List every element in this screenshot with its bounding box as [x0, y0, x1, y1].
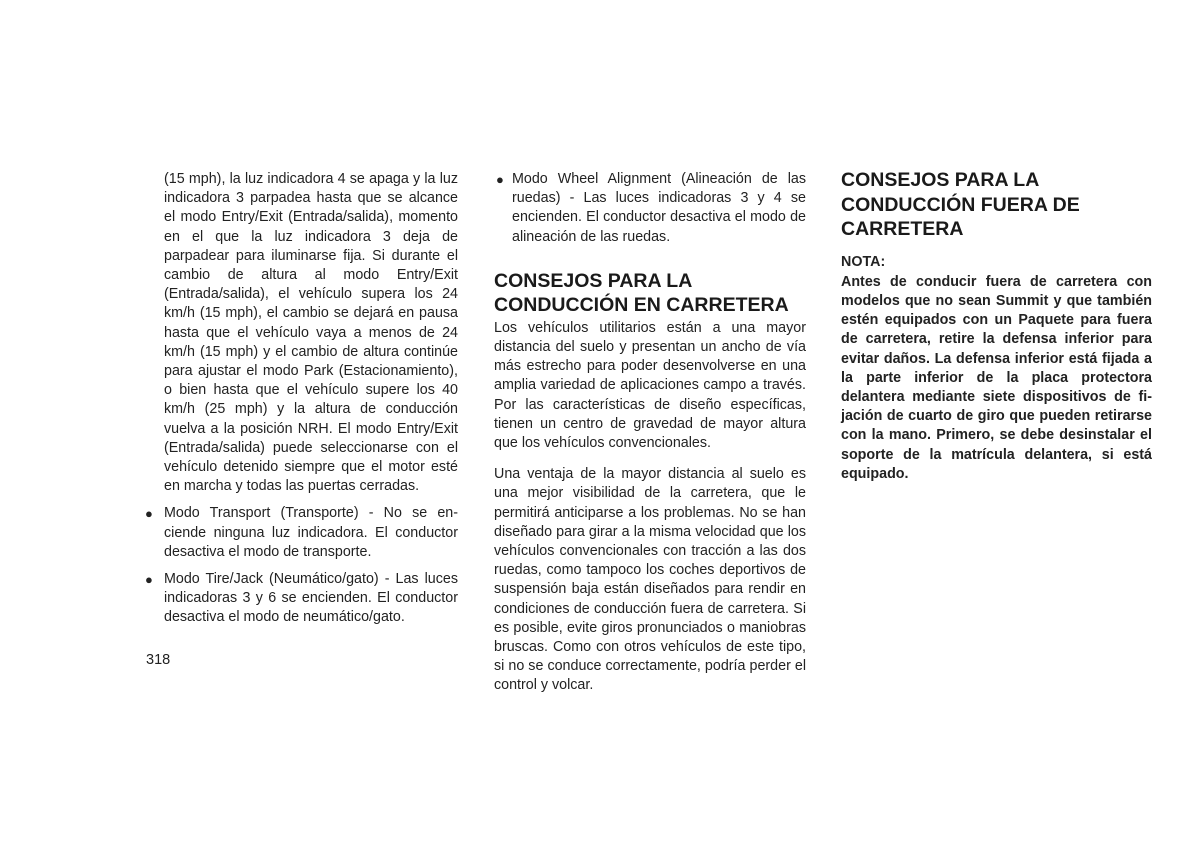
note-label: NOTA:	[841, 253, 886, 270]
bullet-icon: ●	[496, 172, 504, 187]
list-item-text: Modo Tire/Jack (Neumático/gato) - Las luces indicadoras 3 y 6 se encienden. El conductor desactiva el modo de neumático/gato.	[164, 571, 458, 626]
note-text: Antes de conducir fuera de carretera con modelos que no sean Summit y que también estén equipados con un Paquete para fuera de carretera, retire la defensa inferior para evitar daños. La defensa inferior está fijada a la parte inferior de la placa protectora delantera mediante siete dispositivos de fijación de cuarto de giro que pueden retirarse con la mano. Primero, se debe desinstalar el soporte de la matrícula delantera, si está equipado.	[841, 273, 1152, 482]
list-item-text: Modo Wheel Alignment (Alineación de las ruedas) - Las luces indicadoras 3 y 4 se encienden. El conductor desactiva el modo de alineación de las ruedas.	[512, 171, 806, 245]
body-paragraph: Una ventaja de la mayor distancia al suelo es una mejor visibilidad de la carretera, que le permitirá anticiparse a los problemas. No se han diseñado para girar a la misma velocidad que los vehículos convencionales con tracción a las dos ruedas, como tampoco los coches deportivos de suspensión baja están diseñados para rendir en condiciones de conducción fuera de carretera. Si es posible, evite giros pronunciados o maniobras bruscas. Como con otros vehículos de este tipo, si no se conduce correctamente, podría perder el control y volcar.	[494, 466, 806, 694]
column-middle	[494, 170, 806, 696]
bullet-list	[145, 504, 458, 627]
section-heading-road-driving: CONSEJOS PARA LA CONDUCCIÓN EN CARRETERA	[494, 269, 789, 317]
column-left	[145, 170, 458, 628]
column-right	[841, 168, 1152, 484]
list-item-text: Modo Transport (Transporte) - No se enciende ninguna luz indicadora. El conductor desactiva el modo de transporte.	[164, 505, 458, 560]
section-heading-offroad-driving: CONSEJOS PARA LA CONDUCCIÓN FUERA DE CARRETERA	[841, 169, 1080, 240]
list-item	[145, 570, 458, 628]
bullet-list	[494, 170, 806, 247]
body-paragraph: Los vehículos utilitarios están a una mayor distancia del suelo y presentan un ancho de vía más estrecho para poder desenvolverse en una amplia variedad de aplicaciones campo a través. Por las características de diseño específicas, tienen un centro de gravedad de mayor altura que los vehículos convencionales.	[494, 319, 806, 452]
list-item	[145, 504, 458, 562]
bullet-icon: ●	[145, 506, 153, 522]
list-item	[494, 170, 806, 247]
bullet-icon: ●	[145, 572, 153, 588]
body-paragraph: (15 mph), la luz indicadora 4 se apaga y la luz indicadora 3 parpadea hasta que se alcance el modo Entry/Exit (Entrada/salida), momento en el que la luz indicadora 3 deja de parpadear para iluminarse fija. Si durante el cambio de altura al modo Entry/Exit (Entrada/salida), el vehículo supera los 24 km/h (15 mph), el cambio se dejará en pausa hasta que el vehículo vaya a menos de 24 km/h (15 mph) y el cambio de altura continúe para ajustar el modo Park (Estacionamiento), o bien hasta que el vehículo supere los 40 km/h (25 mph) y la altura de conducción vuelva a la posición NRH. El modo Entry/Exit (Entrada/salida) puede seleccionarse con el vehículo detenido siempre que el motor esté en marcha y todas las puertas cerradas.	[164, 171, 458, 495]
page-number: 318	[146, 652, 171, 668]
